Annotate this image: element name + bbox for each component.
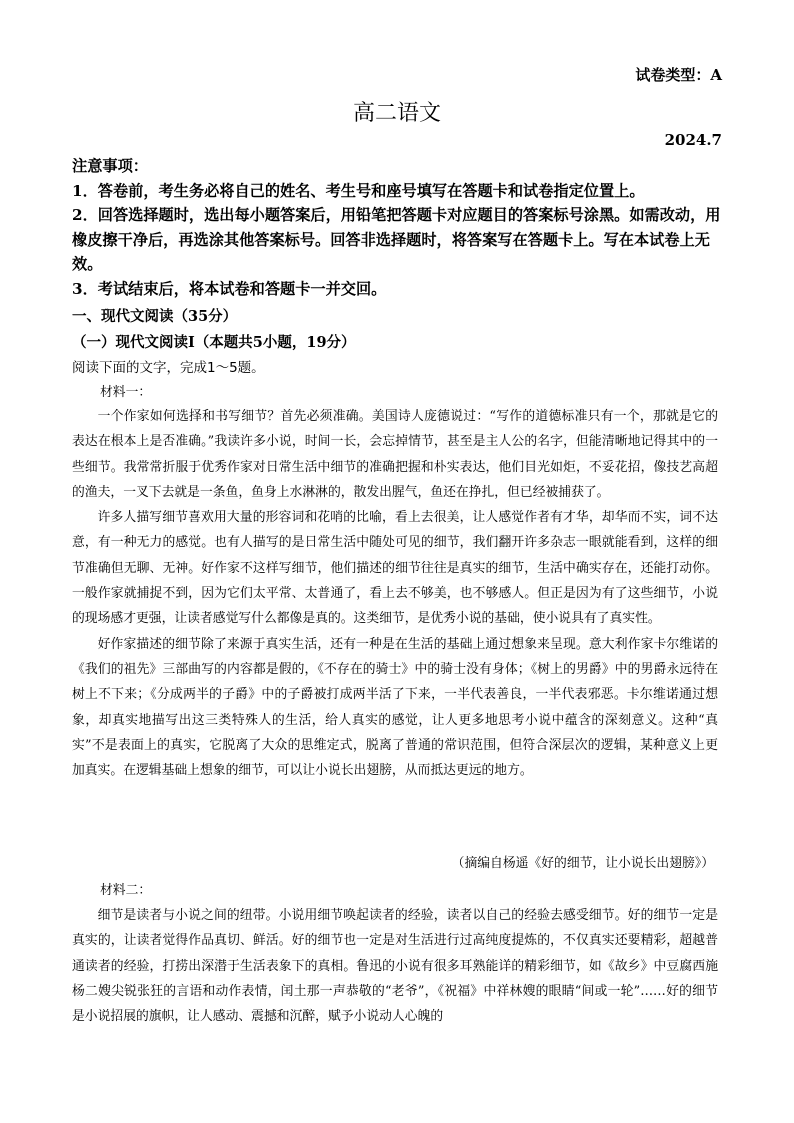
section-heading: 一、现代文阅读（35分） xyxy=(72,308,238,325)
notice-item: 3．考试结束后，将本试卷和答题卡一并交回。 xyxy=(72,279,387,298)
paragraph: 一个作家如何选择和书写细节？首先必须准确。美国诗人庞德说过：“写作的道德标准只有一个，那就是它的表达在根本上是否准确。”我读许多小说，时间一长，会忘掉情节，甚至是主人公的名字，但能清晰地记得其中的一些细节。我常常折服于优秀作家对日常生活中细节的准确把握和朴实表达，他们目光如炬，不妥花招，像技艺高超的渔夫，一叉下去就是一条鱼，鱼身上水淋淋的，散发出腥气，鱼还在挣扎，但已经被捕获了。 xyxy=(72,409,718,500)
paragraph: 好作家描述的细节除了来源于真实生活，还有一种是在生活的基础上通过想象来呈现。意大利作家卡尔维诺的《我们的祖先》三部曲写的内容都是假的，《不存在的骑士》中的骑士没有身体；《树上的男爵》中的男爵永远待在树上不下来；《分成两半的子爵》中的子爵被打成两半活了下来，一半代表善良，一半代表邪恶。卡尔维诺通过想象，却真实地描写出这三类特殊人的生活，给人真实的感觉，让人更多地思考小说中蕴含的深刻意义。这种“真实”不是表面上的真实，它脱离了大众的思维定式，脱离了普通的常识范围，但符合深层次的逻辑，某种意义上更加真实。在逻辑基础上想象的细节，可以让小说长出翅膀，从而抵达更远的地方。 xyxy=(72,636,718,779)
page-title: 高二语文 xyxy=(352,101,441,126)
notice-item: 1．答卷前，考生务必将自己的姓名、考生号和座号填写在答题卡和试卷指定位置上。 xyxy=(72,181,645,200)
notice-block xyxy=(72,154,724,301)
material-one-source: （摘编自杨遥《好的细节，让小说长出翅膀》） xyxy=(451,856,714,871)
material-one-text xyxy=(72,404,718,783)
material-two-label: 材料二： xyxy=(100,883,152,898)
material-two-text xyxy=(72,903,718,1029)
notice-item: 2．回答选择题时，选出每小题答案后，用铅笔把答题卡对应题目的答案标号涂黑。如需改动，用橡皮擦干净后，再选涂其他答案标号。回答非选择题时，将答案写在答题卡上。写在本试卷上无效。 xyxy=(72,206,721,273)
exam-type-label: 试卷类型：A xyxy=(635,66,722,84)
paragraph: 细节是读者与小说之间的纽带。小说用细节唤起读者的经验，读者以自己的经验去感受细节。好的细节一定是真实的，让读者觉得作品真切、鲜活。好的细节也一定是对生活进行过高纯度提炼的，不仅真实还要精彩，超越普通读者的经验，打捞出深潜于生活表象下的真相。鲁迅的小说有很多耳熟能详的精彩细节，如《故乡》中豆腐西施杨二嫂尖锐张狂的言语和动作表情，闰土那一声恭敬的“老爷”，《祝福》中祥林嫂的眼睛“间或一轮”……好的细节是小说招展的旗帜，让人感动、震撼和沉醉，赋予小说动人心魄的 xyxy=(72,908,718,1025)
exam-date: 2024.7 xyxy=(664,131,722,149)
paragraph: 许多人描写细节喜欢用大量的形容词和花哨的比喻，看上去很美，让人感觉作者有才华，却华而不实，词不达意，有一种无力的感觉。也有人描写的是日常生活中随处可见的细节，我们翻开许多杂志一眼就能看到，这样的细节准确但无聊、无神。好作家不这样写细节，他们描述的细节往往是真实的细节，生活中确实存在，还能打动你。一般作家就捕捉不到，因为它们太平常、太普通了，看上去不够美，也不够感人。但正是因为有了这些细节，小说的现场感才更强，让读者感觉写什么都像是真的。这类细节，是优秀小说的基础，使小说具有了真实性。 xyxy=(72,510,718,627)
subsection-heading: （一）现代文阅读Ⅰ（本题共5小题，19分） xyxy=(72,334,356,351)
reading-instruction: 阅读下面的文字，完成1～5题。 xyxy=(72,360,265,376)
material-one-label: 材料一： xyxy=(100,385,152,400)
notice-heading: 注意事项： xyxy=(72,157,148,175)
